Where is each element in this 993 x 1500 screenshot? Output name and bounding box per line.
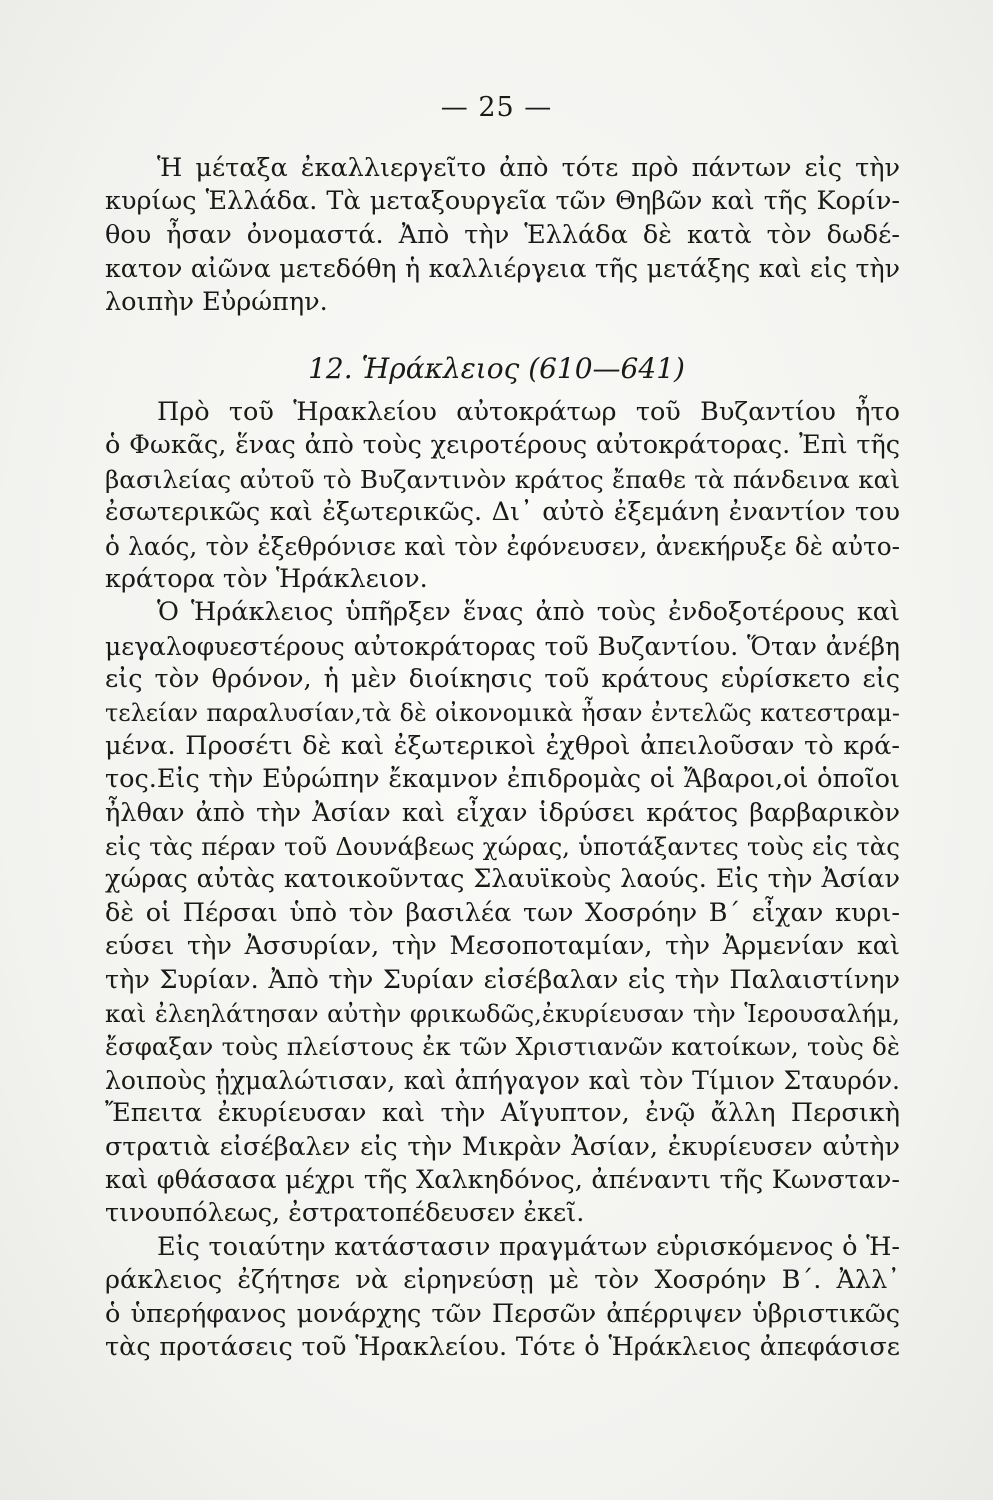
text-line: λοιποὺς ᾐχμαλώτισαν, καὶ ἀπήγαγον καὶ τὸν Τίμιον Σταυρόν. — [105, 1065, 900, 1095]
text-line: ἦλθαν ἀπὸ τὴν Ἀσίαν καὶ εἶχαν ἱδρύσει κράτος βαρβαρικὸν — [105, 797, 900, 828]
text-line: Εἰς τοιαύτην κατάστασιν πραγμάτων εὑρισκόμενος ὁ Ἡ- — [157, 1231, 900, 1262]
text-line: ἔσφαξαν τοὺς πλείστους ἐκ τῶν Χριστιανῶν κατοίκων, τοὺς δὲ — [105, 1032, 900, 1062]
text-line: ἐσωτερικῶς καὶ ἐξωτερικῶς. Δι᾽ αὐτὸ ἐξεμάνη ἐναντίον του — [105, 497, 900, 528]
paragraph-silk — [105, 152, 900, 319]
text-line: τὰς προτάσεις τοῦ Ἡρακλείου. Τότε ὁ Ἡράκλειος ἀπεφάσισε — [105, 1331, 900, 1362]
text-line: στρατιὰ εἰσέβαλεν εἰς τὴν Μικρὰν Ἀσίαν, ἐκυρίευσεν αὐτὴν — [105, 1131, 900, 1162]
page-number: — 25 — — [440, 92, 553, 123]
text-line: λοιπὴν Εὐρώπην. — [105, 286, 328, 317]
text-line: τος.Εἰς τὴν Εὐρώπην ἔκαμνον ἐπιδρομὰς οἱ Ἄβαροι,οἱ ὁποῖοι — [105, 764, 900, 795]
text-line: εἰς τὸν θρόνον, ἡ μὲν διοίκησις τοῦ κράτους εὑρίσκετο εἰς — [105, 664, 900, 695]
text-line: ὁ Φωκᾶς, ἕνας ἀπὸ τοὺς χειροτέρους αὐτοκράτορας. Ἐπὶ τῆς — [105, 430, 900, 461]
text-line: τὴν Συρίαν. Ἀπὸ τὴν Συρίαν εἰσέβαλαν εἰς τὴν Παλαιστίνην — [105, 964, 900, 995]
text-line: τελείαν παραλυσίαν,τὰ δὲ οἰκονομικὰ ἦσαν ἐντελῶς κατεστραμ- — [105, 698, 900, 727]
text-line: ὁ λαός, τὸν ἐξεθρόνισε καὶ τὸν ἐφόνευσεν, ἀνεκήρυξε δὲ αὐτο- — [105, 531, 900, 561]
text-line: ράκλειος ἐζήτησε νὰ εἰρηνεύσῃ μὲ τὸν Χοσρόην Β´. Ἀλλ᾽ — [105, 1265, 900, 1296]
text-line: Πρὸ τοῦ Ἡρακλείου αὐτοκράτωρ τοῦ Βυζαντίου ἦτο — [157, 397, 900, 427]
body-text — [105, 396, 900, 1364]
text-line: Ἔπειτα ἐκυρίευσαν καὶ τὴν Αἴγυπτον, ἐνῷ ἄλλη Περσικὴ — [105, 1098, 900, 1129]
text-line: ὁ ὑπερήφανος μονάρχης τῶν Περσῶν ἀπέρριψεν ὑβριστικῶς — [105, 1298, 900, 1329]
text-line: μένα. Προσέτι δὲ καὶ ἐξωτερικοὶ ἐχθροὶ ἀπειλοῦσαν τὸ κρά- — [105, 730, 900, 761]
text-line: καὶ φθάσασα μέχρι τῆς Χαλκηδόνος, ἀπέναντι τῆς Κωνσταν- — [105, 1164, 900, 1195]
text-line: δὲ οἱ Πέρσαι ὑπὸ τὸν βασιλέα των Χοσρόην Β´ εἶχαν κυρι- — [105, 897, 900, 928]
text-line: κυρίως Ἑλλάδα. Τὰ μεταξουργεῖα τῶν Θηβῶν καὶ τῆς Κορίν- — [105, 186, 900, 217]
text-line: καὶ ἐλεηλάτησαν αὐτὴν φρικωδῶς,ἐκυρίευσαν τὴν Ἱερουσαλήμ, — [105, 999, 900, 1029]
text-line: κατον αἰῶνα μετεδόθη ἡ καλλιέργεια τῆς μετάξης καὶ εἰς τὴν — [105, 254, 900, 284]
text-line: θου ἦσαν ὀνομαστά. Ἀπὸ τὴν Ἑλλάδα δὲ κατὰ τὸν δωδέ- — [105, 219, 900, 250]
text-line: κράτορα τὸν Ἡράκλειον. — [105, 563, 428, 594]
text-line: μεγαλοφυεστέρους αὐτοκράτορας τοῦ Βυζαντίου. Ὅταν ἀνέβη — [105, 631, 900, 661]
text-line: τινουπόλεως, ἐστρατοπέδευσεν ἐκεῖ. — [105, 1198, 585, 1229]
text-line: Ἡ μέταξα ἐκαλλιεργεῖτο ἀπὸ τότε πρὸ πάντων εἰς τὴν — [157, 153, 900, 183]
text-line: εἰς τὰς πέραν τοῦ Δουνάβεως χώρας, ὑποτάξαντες τοὺς εἰς τὰς — [105, 832, 900, 862]
text-line: χώρας αὐτὰς κατοικοῦντας Σλαυϊκοὺς λαούς. Εἰς τὴν Ἀσίαν — [105, 864, 900, 895]
text-line: Ὁ Ἡράκλειος ὑπῆρξεν ἕνας ἀπὸ τοὺς ἐνδοξοτέρους καὶ — [157, 597, 900, 628]
section-heading: 12. Ἡράκλειος (610—641) — [308, 352, 685, 385]
text-line: βασιλείας αὐτοῦ τὸ Βυζαντινὸν κράτος ἔπαθε τὰ πάνδεινα καὶ — [105, 464, 900, 494]
text-line: εύσει τὴν Ἀσσυρίαν, τὴν Μεσοποταμίαν, τὴν Ἀρμενίαν καὶ — [105, 931, 900, 962]
